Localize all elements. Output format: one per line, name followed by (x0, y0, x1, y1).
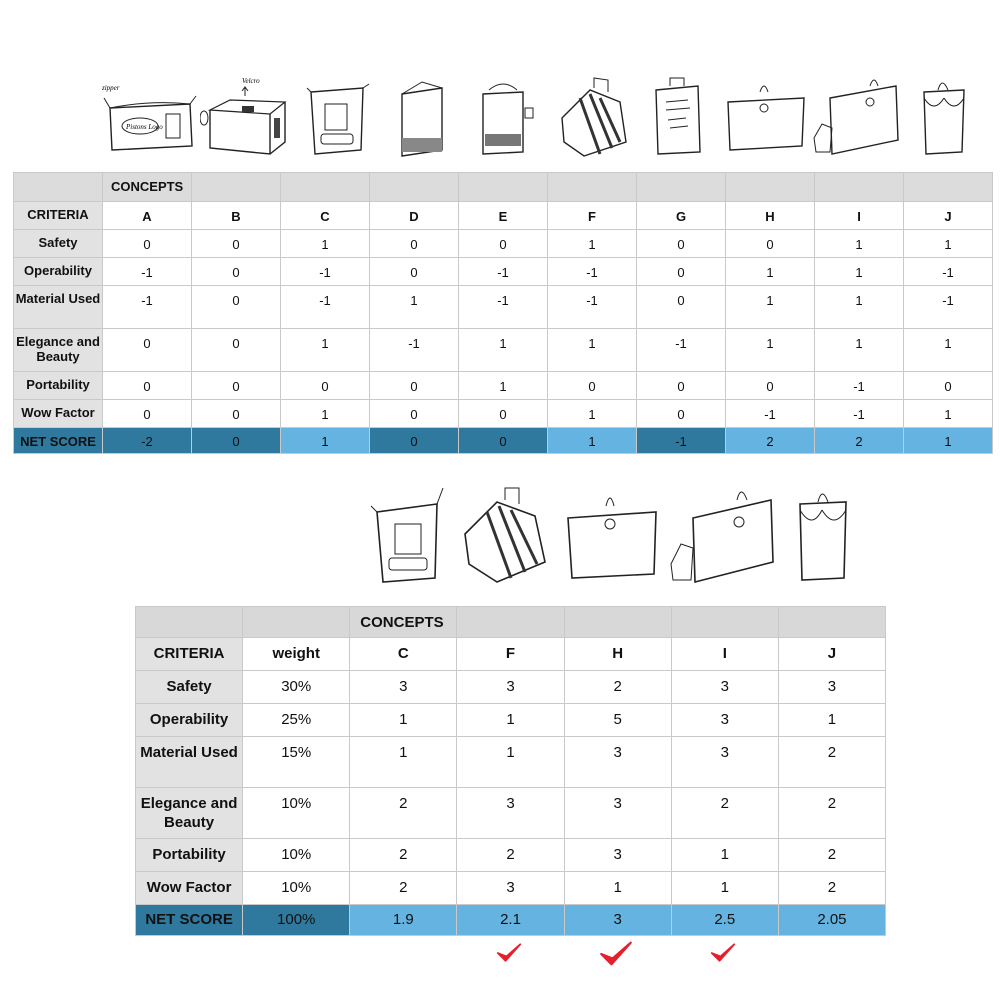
header-cell (671, 607, 778, 638)
score-cell: 0 (370, 230, 459, 258)
net-score-cell: 2.5 (671, 905, 778, 936)
zipper-annotation: zipper (102, 84, 120, 92)
score-cell: 1 (548, 329, 637, 372)
criterion-row (14, 329, 993, 372)
concept-e-sketch (465, 68, 550, 163)
score-cell: 1 (726, 329, 815, 372)
score-cell: 1 (459, 372, 548, 400)
score-cell: 0 (103, 230, 192, 258)
score-cell: -1 (281, 286, 370, 329)
score-cell: -1 (815, 372, 904, 400)
criteria-header-row (136, 638, 886, 671)
score-cell: 1 (815, 230, 904, 258)
rating-cell: 1 (671, 872, 778, 905)
score-cell: 1 (904, 230, 993, 258)
score-cell: 0 (726, 372, 815, 400)
score-cell: 0 (281, 372, 370, 400)
logo-annotation: Pistons Logo (126, 123, 163, 131)
criterion-label: Material Used (14, 286, 103, 329)
header-cell (778, 607, 885, 638)
score-cell: 0 (637, 230, 726, 258)
weight-label: weight (243, 638, 350, 671)
score-cell: 1 (904, 329, 993, 372)
rating-cell: 1 (350, 704, 457, 737)
score-cell: 0 (192, 400, 281, 428)
criterion-label: Wow Factor (136, 872, 243, 905)
rating-cell: 1 (564, 872, 671, 905)
score-cell: 0 (548, 372, 637, 400)
rating-cell: 3 (564, 737, 671, 788)
weight-cell: 10% (243, 839, 350, 872)
score-cell: 1 (281, 329, 370, 372)
score-cell: -1 (904, 258, 993, 286)
score-cell: -1 (726, 400, 815, 428)
criterion-row (14, 286, 993, 329)
concept-letter: A (103, 202, 192, 230)
net-score-cell: 3 (564, 905, 671, 936)
rating-cell: 2 (778, 839, 885, 872)
criterion-row (14, 400, 993, 428)
concept-letter: J (778, 638, 885, 671)
rating-cell: 2 (350, 839, 457, 872)
criterion-label: Material Used (136, 737, 243, 788)
concepts-label: CONCEPTS (350, 607, 457, 638)
concepts-header-row (14, 173, 993, 202)
concept-i-sketch (810, 68, 900, 163)
score-cell: 0 (192, 372, 281, 400)
rating-cell: 1 (671, 839, 778, 872)
concept-g-sketch (640, 68, 720, 163)
criterion-label: Operability (14, 258, 103, 286)
rating-cell: 3 (457, 671, 564, 704)
header-cell (548, 173, 637, 202)
header-cell (192, 173, 281, 202)
net-score-cell: 1 (281, 428, 370, 454)
criteria-header-row (14, 202, 993, 230)
score-cell: 0 (103, 372, 192, 400)
rating-cell: 3 (564, 839, 671, 872)
concept-c-sketch (355, 478, 455, 588)
score-cell: 0 (637, 372, 726, 400)
score-cell: -1 (459, 286, 548, 329)
concept-letter: B (192, 202, 281, 230)
concept-letter: I (815, 202, 904, 230)
checkmark-icon (496, 942, 522, 964)
criteria-label: CRITERIA (14, 202, 103, 230)
concept-sketches-row-2 (355, 478, 870, 588)
rating-cell: 3 (671, 704, 778, 737)
concept-letter: D (370, 202, 459, 230)
score-cell: 0 (370, 372, 459, 400)
header-cell (281, 173, 370, 202)
net-score-label: NET SCORE (14, 428, 103, 454)
score-cell: -1 (103, 258, 192, 286)
score-cell: 0 (192, 230, 281, 258)
rating-cell: 2 (778, 737, 885, 788)
score-cell: 1 (904, 400, 993, 428)
net-score-cell: 0 (370, 428, 459, 454)
concept-h-sketch (560, 478, 665, 588)
score-cell: 0 (726, 230, 815, 258)
score-cell: 0 (459, 230, 548, 258)
header-cell (815, 173, 904, 202)
concept-j-sketch (900, 68, 980, 163)
concept-h-sketch (720, 68, 810, 163)
concept-letter: J (904, 202, 993, 230)
net-score-row (136, 905, 886, 936)
concept-c-sketch (295, 68, 380, 163)
rating-cell: 3 (671, 737, 778, 788)
score-cell: 1 (726, 286, 815, 329)
concept-rating-table (135, 606, 886, 936)
net-score-cell: -1 (637, 428, 726, 454)
weight-cell: 10% (243, 788, 350, 839)
net-score-cell: 1.9 (350, 905, 457, 936)
concept-b-sketch (200, 68, 295, 163)
header-blank-cell (136, 607, 243, 638)
weight-cell: 30% (243, 671, 350, 704)
concepts-header-row (136, 607, 886, 638)
score-cell: -1 (815, 400, 904, 428)
checkmark-icon (710, 942, 736, 964)
header-cell (459, 173, 548, 202)
criteria-label: CRITERIA (136, 638, 243, 671)
score-cell: 0 (637, 286, 726, 329)
score-cell: 0 (370, 258, 459, 286)
rating-cell: 2 (778, 788, 885, 839)
rating-cell: 1 (457, 704, 564, 737)
criterion-label: Safety (136, 671, 243, 704)
score-cell: 0 (637, 258, 726, 286)
score-cell: 1 (281, 400, 370, 428)
net-score-cell: 2.05 (778, 905, 885, 936)
weight-cell: 10% (243, 872, 350, 905)
score-cell: 1 (815, 286, 904, 329)
concept-sketches-row-1 (100, 68, 980, 163)
score-cell: -1 (103, 286, 192, 329)
concept-i-sketch (665, 478, 780, 588)
header-cell (726, 173, 815, 202)
weight-cell: 15% (243, 737, 350, 788)
concept-letter: H (726, 202, 815, 230)
header-blank-cell (14, 173, 103, 202)
score-cell: 0 (370, 400, 459, 428)
net-score-cell: 0 (459, 428, 548, 454)
concept-letter: F (548, 202, 637, 230)
score-cell: 1 (815, 258, 904, 286)
score-cell: 0 (459, 400, 548, 428)
rating-cell: 2 (350, 872, 457, 905)
concept-j-sketch (780, 478, 870, 588)
rating-cell: 3 (671, 671, 778, 704)
concepts-label: CONCEPTS (103, 173, 192, 202)
net-score-row (14, 428, 993, 454)
rating-cell: 1 (457, 737, 564, 788)
concept-a-sketch (100, 68, 200, 163)
score-cell: 0 (192, 286, 281, 329)
score-cell: -1 (459, 258, 548, 286)
header-cell (637, 173, 726, 202)
criterion-row (14, 258, 993, 286)
concept-f-sketch (550, 68, 640, 163)
score-cell: -1 (637, 329, 726, 372)
score-cell: 1 (459, 329, 548, 372)
score-cell: 1 (548, 400, 637, 428)
rating-cell: 2 (350, 788, 457, 839)
score-cell: 1 (370, 286, 459, 329)
criterion-row (136, 839, 886, 872)
rating-cell: 3 (778, 671, 885, 704)
criterion-label: Operability (136, 704, 243, 737)
rating-cell: 3 (350, 671, 457, 704)
rating-cell: 3 (564, 788, 671, 839)
criterion-row (136, 737, 886, 788)
criterion-label: Elegance and Beauty (14, 329, 103, 372)
net-score-label: NET SCORE (136, 905, 243, 936)
criterion-row (136, 704, 886, 737)
rating-cell: 5 (564, 704, 671, 737)
criterion-label: Safety (14, 230, 103, 258)
score-cell: 0 (103, 329, 192, 372)
criterion-label: Wow Factor (14, 400, 103, 428)
score-cell: 0 (637, 400, 726, 428)
net-score-cell: 1 (548, 428, 637, 454)
score-cell: -1 (548, 258, 637, 286)
score-cell: 1 (548, 230, 637, 258)
rating-cell: 1 (778, 704, 885, 737)
concept-letter: I (671, 638, 778, 671)
criterion-row (136, 872, 886, 905)
rating-cell: 2 (457, 839, 564, 872)
net-score-cell: 0 (192, 428, 281, 454)
checkmark-icon (599, 940, 633, 968)
concept-d-sketch (380, 68, 465, 163)
concept-letter: F (457, 638, 564, 671)
weight-cell: 25% (243, 704, 350, 737)
concept-screening-table (13, 172, 993, 454)
header-blank-cell (243, 607, 350, 638)
criterion-label: Portability (14, 372, 103, 400)
rating-cell: 1 (350, 737, 457, 788)
header-cell (904, 173, 993, 202)
score-cell: -1 (281, 258, 370, 286)
criterion-row (136, 671, 886, 704)
concept-letter: G (637, 202, 726, 230)
rating-cell: 3 (457, 872, 564, 905)
criterion-row (136, 788, 886, 839)
score-cell: 1 (726, 258, 815, 286)
criterion-label: Portability (136, 839, 243, 872)
net-score-cell: 2 (815, 428, 904, 454)
concept-letter: C (350, 638, 457, 671)
concept-f-sketch (455, 478, 560, 588)
score-cell: -1 (548, 286, 637, 329)
score-cell: 0 (103, 400, 192, 428)
header-cell (457, 607, 564, 638)
rating-cell: 3 (457, 788, 564, 839)
score-cell: 1 (815, 329, 904, 372)
net-score-cell: 1 (904, 428, 993, 454)
concept-letter: E (459, 202, 548, 230)
score-cell: -1 (904, 286, 993, 329)
header-cell (564, 607, 671, 638)
net-score-cell: 2 (726, 428, 815, 454)
criterion-label: Elegance and Beauty (136, 788, 243, 839)
header-cell (370, 173, 459, 202)
rating-cell: 2 (564, 671, 671, 704)
net-score-cell: -2 (103, 428, 192, 454)
score-cell: 0 (192, 258, 281, 286)
rating-cell: 2 (671, 788, 778, 839)
score-cell: 1 (281, 230, 370, 258)
net-score-cell: 2.1 (457, 905, 564, 936)
score-cell: -1 (370, 329, 459, 372)
concept-letter: H (564, 638, 671, 671)
net-weight-total: 100% (243, 905, 350, 936)
criterion-row (14, 230, 993, 258)
concept-letter: C (281, 202, 370, 230)
criterion-row (14, 372, 993, 400)
rating-cell: 2 (778, 872, 885, 905)
velcro-annotation: Velcro (242, 77, 260, 85)
score-cell: 0 (904, 372, 993, 400)
score-cell: 0 (192, 329, 281, 372)
